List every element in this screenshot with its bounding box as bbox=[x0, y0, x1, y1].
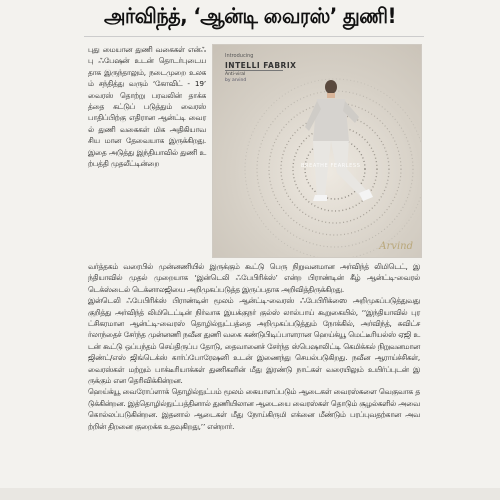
paragraph: வர்த்தகம் வரைபில் முன்னணியில் இருக்கும் கூட்டு பெரு நிறுவனமான அர்விந்த் லிமிடெட், இந்தியாவில் முதல் முறையாக ‘இன்டெலி ஃபேபிரிக்ஸ்’ என்ற பிராண்டின் கீழ் ஆன்ட்டி-வைரல் டெக்ஸ்டைல் டெக்னாலஜியை அறிமுகப்படுத்த இருப்பதாக அறிவித்திருக்கிறது. bbox=[88, 262, 420, 294]
ad-ring-text: BREATHE FEARLESS bbox=[301, 163, 361, 169]
full-column bbox=[88, 261, 420, 432]
paragraph: இன்டெலி ஃபேபிரிக்ஸ் பிராண்டின் மூலம் ஆன்ட்டி-வைரஸ் ஃபேபிரிக்ஸை அறிமுகப்படுத்துவது குறித்து அர்விந்த் லிமிடெட்டின் நிர்வாக இயக்குநர் குல்ஸ் லால்பாய் கூறுகையில், ‘‘இந்தியாவில் புரட்சிகரமான ஆன்ட்டி-வைரஸ் தொழில்நுட்பத்தை அறிமுகப்படுத்தும் நோக்கில், அர்விந்த், சுவிட்சர்லாந்தைச் சேர்ந்த முன்னணி நவீன துணி வகை கண்டுபிடிப்பாளரான ஹெய்க்யூ மெட்டீரியல்ஸ் ஏஜி உடன் கூட்டு ஒப்பந்தம் செய்திருப்ப தோடு, தைவானைச் சேர்ந்த ஸ்பெஷாலிட்டி கெமிக்கல் நிறுவனமான ஜிண்ட்/எஸ் ஜிங்டெக்ஸ் கார்ப்போரேஷனி உடன் இணைந்து செயல்படுகிறது. நவீன ஆராய்ச்சிகள், வைரஸ்கள் மற்றும் பாக்டீரியாக்கள் துணிகளின் மீது இரண்டு நாட்கள் வரையிலும் உயிர்ப்புடன் இருக்கும் என தெரிவிக்கின்றன. bbox=[88, 296, 420, 386]
paragraph: புது மையான துணி வகைகள் என்ஃபு ஃபேஷன் உடன் தொடர்புடையதாக இருந்தாலும், நடைமுறை உலகம் சந்தித்து வரும் ‘கோவிட் - 19’ வைரஸ் தொற்று பரவலின் தாக்கத்தை கட்டுப் படுத்தும் வைரஸ் பாதிப்பிற்கு எதிரான ஆன்ட்டி வைரல் துணி வகைகள் மிக அதிகியாவசிய மான தேவையாக இருக்கிறது. இதை அடுத்து இந்தியாவில் துணி உற்பத்தி முதலீட்டின்றை bbox=[88, 45, 206, 169]
headline-rule bbox=[84, 36, 424, 37]
paragraph: ஹெய்க்யூ வைரோப்ளாக் தொழில்நுட்பம் மூலம் கையாளப்படும் ஆடைகள் வைரஸ்களை வெகுவாக தடுக்கின்றன. இத்தொழில்நுட்பத்தினால் துணியிலான ஆடையை வைரஸ்கள் தொடும் சூழல்களில் அவை கொல்லப்படுகின்றன. இதனால் ஆடைகள் மீது நோய்கிருமி எக்னை மீண்டும் பரப்புவதற்கான அவற்றின் திறனை குறைக்க உதவுகிறது,’’ என்றார். bbox=[88, 387, 420, 431]
narrow-column bbox=[88, 44, 206, 169]
ad-tagline: Anti-viral bbox=[225, 72, 246, 77]
page-edge bbox=[0, 488, 500, 500]
ad-divider bbox=[225, 70, 283, 71]
ad-sub-logo: by arvind bbox=[225, 78, 247, 83]
model-figure bbox=[305, 80, 373, 201]
advertisement-image bbox=[212, 44, 422, 258]
headline: அர்விந்த், ‘ஆன்டி வைரஸ்’ துணி! bbox=[104, 3, 396, 28]
ad-intro-text: Introducing bbox=[225, 53, 254, 59]
ad-brand-name: INTELLI FABRIX bbox=[225, 61, 297, 70]
ad-wordmark-logo: Arvind bbox=[379, 241, 413, 252]
